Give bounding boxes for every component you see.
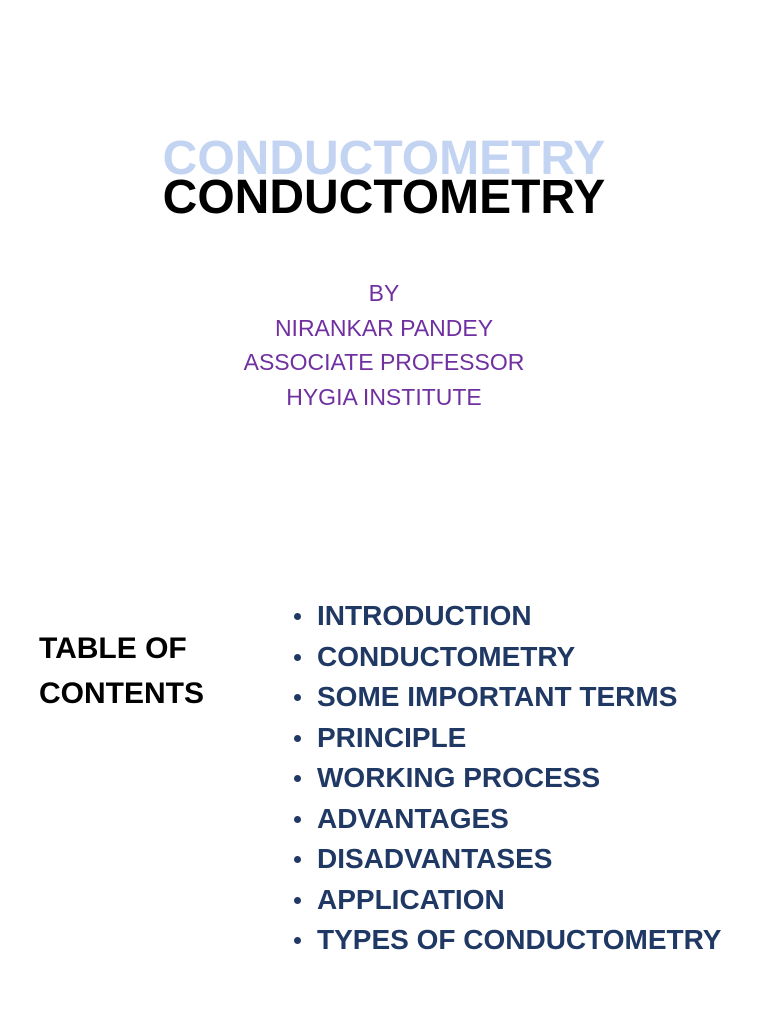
toc-item-application (292, 880, 721, 921)
toc-item-label: TYPES OF CONDUCTOMETRY (317, 924, 722, 955)
toc-item-label: INTRODUCTION (317, 600, 532, 631)
toc-item-label: ADVANTAGES (317, 802, 509, 834)
toc-item-principle (292, 718, 721, 759)
bullet-icon (294, 775, 301, 782)
toc-item-introduction (292, 596, 721, 637)
toc-item-label: DISADVANTASES (317, 843, 553, 874)
toc-item-label: CONDUCTOMETRY (317, 640, 576, 672)
toc-item-conductometry (292, 637, 721, 678)
byline (0, 276, 768, 414)
byline-by: BY (368, 280, 400, 306)
bullet-icon (294, 735, 301, 742)
page-title: CONDUCTOMETRY (162, 171, 606, 224)
byline-institute: HYGIA INSTITUTE (286, 383, 482, 410)
bullet-icon (294, 856, 301, 863)
byline-position: ASSOCIATE PROFESSOR (243, 349, 525, 375)
byline-author: NIRANKAR PANDEY (274, 314, 494, 341)
toc-item-label: SOME IMPORTANT TERMS (317, 681, 678, 712)
toc-item-disadvantages (292, 839, 721, 880)
toc-heading-line1: TABLE OF (39, 632, 187, 665)
bullet-icon (294, 694, 301, 701)
bullet-icon (294, 816, 301, 823)
bullet-icon (294, 897, 301, 904)
toc-list (292, 596, 721, 961)
toc-heading-line2: CONTENTS (39, 677, 204, 710)
toc-item-label: APPLICATION (317, 883, 505, 915)
bullet-icon (294, 654, 301, 661)
toc-item-types (292, 920, 721, 961)
toc-item-label: WORKING PROCESS (317, 762, 601, 793)
toc-item-working-process (292, 758, 721, 799)
bullet-icon (294, 613, 301, 620)
toc-item-advantages (292, 799, 721, 840)
toc-item-label: PRINCIPLE (317, 721, 467, 753)
toc-heading (39, 626, 204, 716)
title-shadow: CONDUCTOMETRY (162, 132, 606, 185)
toc-item-important-terms (292, 677, 721, 718)
bullet-icon (294, 937, 301, 944)
